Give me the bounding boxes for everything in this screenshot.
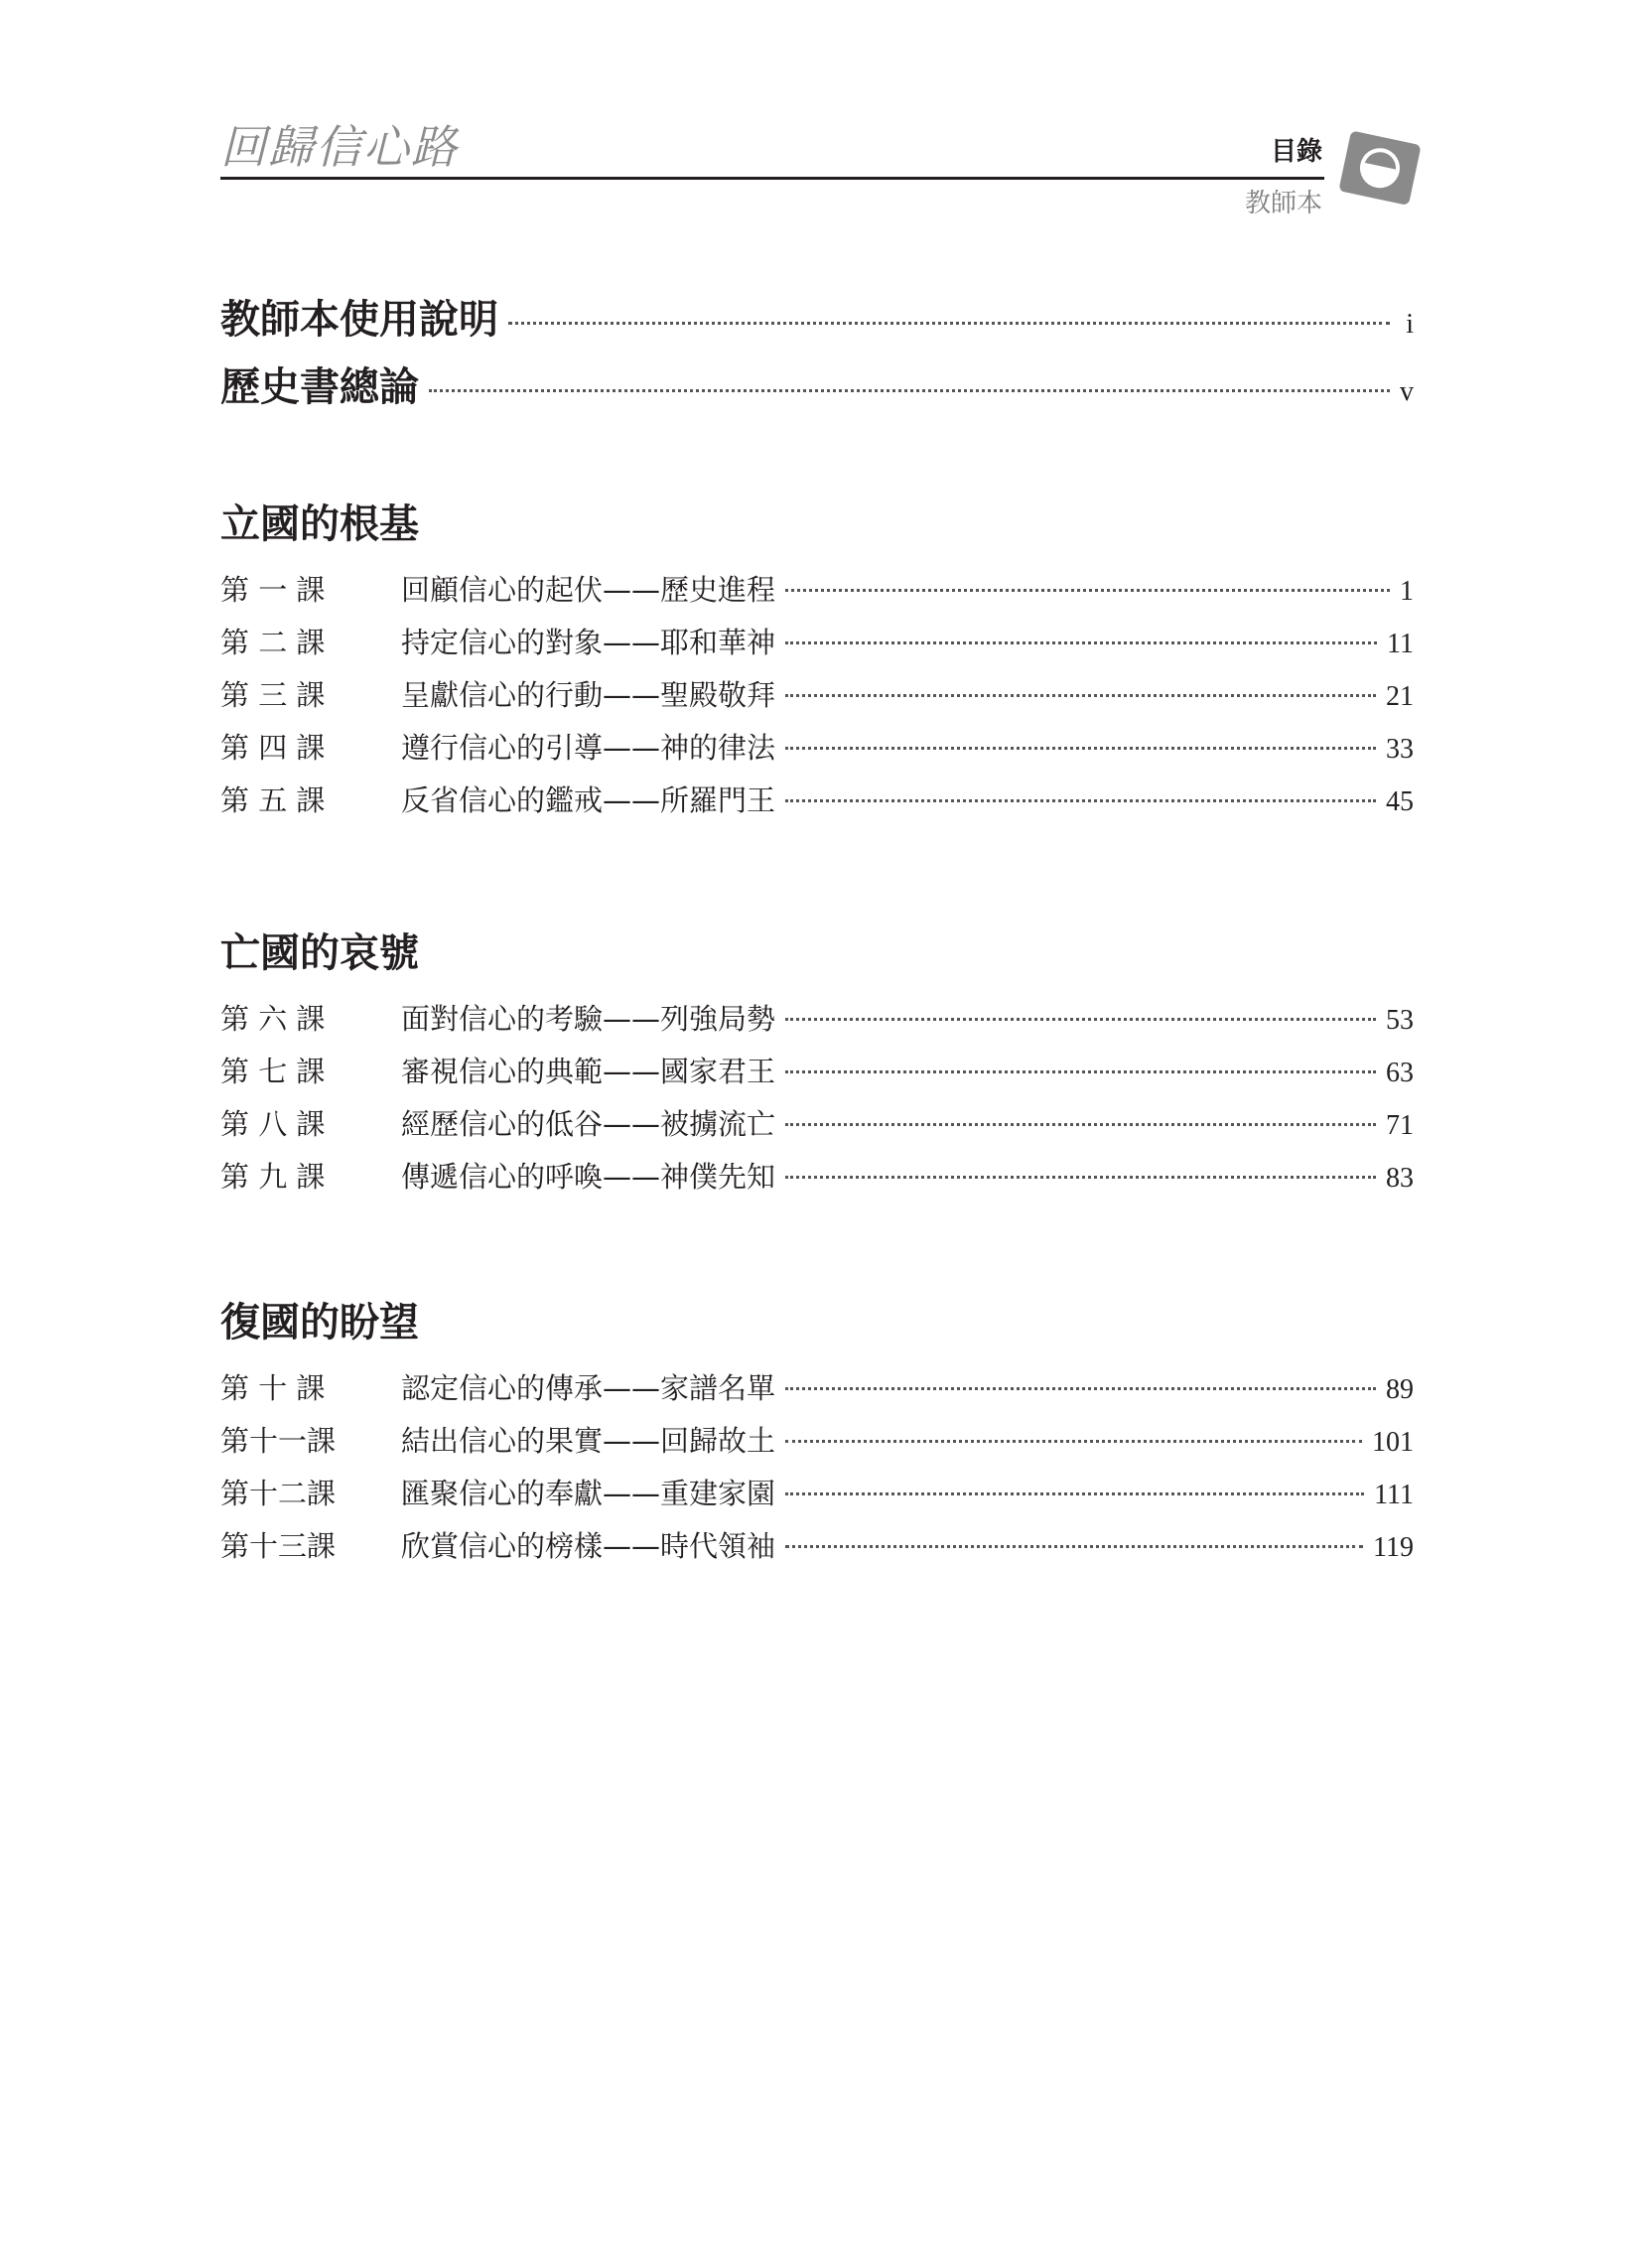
toc-page-number: 1 (1400, 576, 1414, 607)
header-divider (220, 177, 1324, 180)
dot-leader (785, 1440, 1362, 1443)
dot-leader (508, 322, 1390, 325)
dot-leader (785, 1176, 1376, 1179)
dot-leader (785, 747, 1376, 750)
dot-leader (785, 694, 1376, 697)
section-title: 復國的盼望 (220, 1300, 419, 1346)
lesson-number: 第十三課 (220, 1529, 337, 1563)
toc-page-number: 53 (1386, 1005, 1414, 1036)
lesson-title: 遵行信心的引導——神的律法 (401, 731, 776, 765)
toc-lesson-row[interactable] (220, 1102, 1414, 1143)
lesson-title: 認定信心的傳承——家譜名單 (401, 1371, 776, 1405)
toc-page-number: 11 (1387, 629, 1414, 659)
book-logo: 回歸信心路 (220, 120, 459, 174)
lesson-title: 欣賞信心的榜樣——時代領袖 (401, 1529, 776, 1563)
toc-page-number: 45 (1386, 786, 1414, 817)
dot-leader (785, 1070, 1376, 1073)
toc-lesson-row[interactable] (220, 1472, 1414, 1512)
toc-page-number: 33 (1386, 734, 1414, 765)
toc-entry-title: 歷史書總論 (220, 364, 419, 410)
dot-leader (785, 589, 1390, 592)
toc-lesson-row[interactable] (220, 779, 1414, 819)
lesson-number: 第十一課 (220, 1424, 337, 1458)
lesson-title: 反省信心的鑑戒——所羅門王 (401, 783, 776, 817)
toc-page-number: 63 (1386, 1058, 1414, 1088)
toc-lesson-row[interactable] (220, 1155, 1414, 1196)
toc-lesson-row[interactable] (220, 673, 1414, 714)
dot-leader (785, 1123, 1376, 1126)
lesson-title: 結出信心的果實——回歸故土 (401, 1424, 776, 1458)
lesson-number: 第 二 課 (220, 626, 326, 659)
lesson-title: 面對信心的考驗——列強局勢 (401, 1002, 776, 1036)
toc-page-number: 89 (1386, 1374, 1414, 1405)
toc-lesson-row[interactable] (220, 726, 1414, 767)
toc-page-number: 21 (1386, 681, 1414, 712)
toc-page-number: 83 (1386, 1163, 1414, 1194)
lesson-title: 持定信心的對象——耶和華神 (401, 626, 776, 659)
toc-entry-title: 教師本使用說明 (220, 297, 498, 343)
header-section-title: 目錄 (1270, 137, 1322, 167)
lesson-number: 第 八 課 (220, 1107, 326, 1141)
lesson-title: 傳遞信心的呼喚——神僕先知 (401, 1160, 776, 1194)
toc-lesson-row[interactable] (220, 568, 1414, 609)
toc-lesson-row[interactable] (220, 997, 1414, 1038)
toc-lesson-row[interactable] (220, 1366, 1414, 1407)
toc-lesson-row[interactable] (220, 1524, 1414, 1565)
toc-entry-teacher-guide[interactable] (220, 288, 1414, 345)
toc-lesson-row[interactable] (220, 621, 1414, 661)
toc-lesson-row[interactable] (220, 1419, 1414, 1460)
lesson-number: 第 三 課 (220, 678, 326, 712)
lesson-number: 第 六 課 (220, 1002, 326, 1036)
lesson-title: 回顧信心的起伏——歷史進程 (401, 573, 776, 607)
toc-lesson-row[interactable] (220, 1050, 1414, 1090)
header-subtitle: 教師本 (1244, 189, 1322, 218)
toc-page-number: 101 (1372, 1427, 1414, 1458)
toc-page-number: 71 (1386, 1110, 1414, 1141)
lesson-title: 審視信心的典範——國家君王 (401, 1055, 776, 1088)
dot-leader (785, 1545, 1363, 1548)
dot-leader (785, 1492, 1364, 1495)
section-title: 亡國的哀號 (220, 930, 419, 976)
book-badge-icon (1334, 125, 1424, 211)
toc-page-number: i (1406, 309, 1414, 340)
toc-page-number: 111 (1374, 1480, 1414, 1510)
lesson-number: 第十二課 (220, 1477, 337, 1510)
lesson-number: 第 十 課 (220, 1371, 326, 1405)
lesson-title: 經歷信心的低谷——被擄流亡 (401, 1107, 776, 1141)
toc-page-number: 119 (1373, 1532, 1414, 1563)
lesson-number: 第 五 課 (220, 783, 326, 817)
section-title: 立國的根基 (220, 501, 419, 547)
toc-entry-history-overview[interactable] (220, 355, 1414, 412)
lesson-number: 第 一 課 (220, 573, 326, 607)
lesson-number: 第 四 課 (220, 731, 326, 765)
lesson-title: 匯聚信心的奉獻——重建家園 (401, 1477, 776, 1510)
dot-leader (429, 389, 1390, 392)
dot-leader (785, 799, 1376, 802)
dot-leader (785, 1018, 1376, 1021)
lesson-title: 呈獻信心的行動——聖殿敬拜 (401, 678, 776, 712)
dot-leader (785, 1387, 1376, 1390)
lesson-number: 第 七 課 (220, 1055, 326, 1088)
toc-page-number: v (1400, 376, 1414, 407)
lesson-number: 第 九 課 (220, 1160, 326, 1194)
dot-leader (785, 641, 1377, 644)
